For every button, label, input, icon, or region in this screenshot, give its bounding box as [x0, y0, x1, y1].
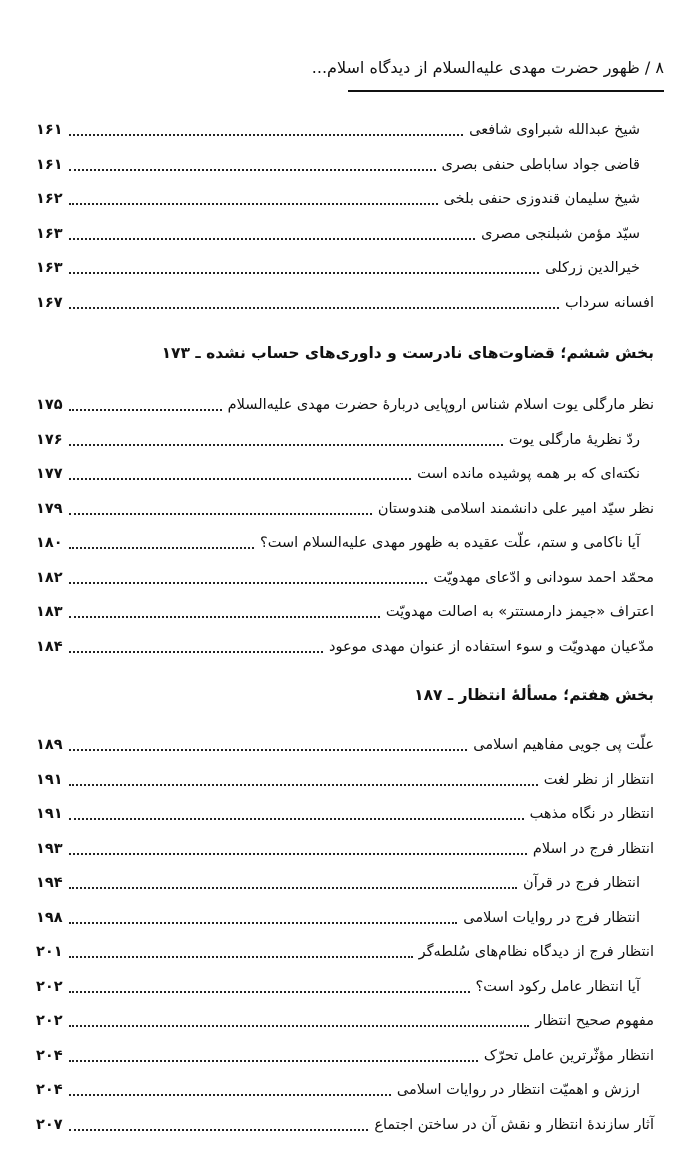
entry-page: ۱۹۴ [36, 875, 63, 891]
entry-title: شیخ سلیمان قندوزی حنفی بلخی [443, 191, 640, 207]
toc-entry[interactable] [36, 630, 654, 665]
leader-dots [69, 409, 222, 411]
entry-title: انتظار از نظر لغت [543, 771, 654, 788]
toc-entry[interactable] [36, 595, 654, 630]
leader-dots [69, 582, 428, 584]
entry-title: انتظار فرج در قرآن [523, 875, 640, 891]
toc-entry[interactable] [36, 423, 654, 458]
entry-title: ارزش و اهمیّت انتظار در روایات اسلامی [396, 1082, 640, 1098]
entry-title: خیرالدین زرکلی [545, 260, 640, 276]
toc-group-1 [36, 388, 654, 664]
leader-dots [69, 784, 538, 786]
toc-entry[interactable] [36, 832, 654, 867]
header-rule [348, 90, 664, 92]
entry-title: اعتراف «جیمز دارمستتر» به اصالت مهدویّت [385, 604, 654, 620]
leader-dots [69, 169, 436, 171]
section-title-6: بخش ششم؛ قضاوت‌های نادرست و داوری‌های حساب نشده ـ ۱۷۳ [161, 344, 654, 362]
entry-page: ۱۹۸ [36, 909, 63, 926]
entry-title: قاضی جواد ساباطی حنفی بصری [441, 156, 640, 173]
entry-page: ۱۷۹ [36, 500, 63, 517]
entry-page: ۱۷۵ [36, 397, 63, 413]
leader-dots [69, 513, 372, 515]
entry-title: انتظار در نگاه مذهب [529, 806, 654, 822]
entry-title: انتظار فرج در روایات اسلامی [463, 909, 640, 926]
leader-dots [69, 818, 524, 820]
entry-page: ۲۰۲ [36, 978, 63, 995]
entry-title: نظر مارگلی یوت اسلام شناس اروپایی دربارهٔ حضرت مهدی علیه‌السلام [227, 397, 654, 413]
entry-page: ۱۶۱ [36, 122, 63, 138]
entry-title: انتظار مؤثّرترین عامل تحرّک [483, 1047, 654, 1064]
leader-dots [69, 749, 468, 751]
leader-dots [69, 991, 470, 993]
entry-page: ۱۸۳ [36, 604, 63, 620]
entry-title: سیّد مؤمن شبلنجی مصری [481, 225, 640, 242]
toc-entry[interactable] [36, 457, 654, 492]
toc-entry[interactable] [36, 970, 654, 1005]
entry-title: مفهوم صحیح انتظار [535, 1013, 654, 1029]
leader-dots [69, 1060, 478, 1062]
section-title-7: بخش هفتم؛ مسألهٔ انتظار ـ ۱۸۷ [414, 686, 654, 704]
toc-entry[interactable] [36, 182, 654, 217]
toc-entry[interactable] [36, 561, 654, 596]
entry-page: ۱۹۳ [36, 840, 63, 857]
toc-entry[interactable] [36, 286, 654, 321]
toc-entry[interactable] [36, 935, 654, 970]
toc-entry[interactable] [36, 901, 654, 936]
entry-page: ۱۶۱ [36, 156, 63, 173]
leader-dots [69, 1025, 530, 1027]
entry-page: ۱۸۹ [36, 737, 63, 753]
entry-title: آثار سازندهٔ انتظار و نقش آن در ساختن اجتماع [374, 1116, 654, 1133]
entry-title: آیا ناکامی و ستم، علّت عقیده به ظهور مهدی علیه‌السلام است؟ [260, 535, 640, 551]
toc-entry[interactable] [36, 866, 654, 901]
entry-page: ۱۸۴ [36, 638, 63, 655]
toc-entry[interactable] [36, 526, 654, 561]
entry-page: ۱۹۱ [36, 806, 63, 822]
entry-page: ۱۶۳ [36, 225, 63, 242]
entry-page: ۲۰۱ [36, 944, 63, 960]
leader-dots [69, 547, 254, 549]
toc-entry[interactable] [36, 492, 654, 527]
leader-dots [69, 1094, 391, 1096]
toc-entry[interactable] [36, 217, 654, 252]
entry-title: نظر سیّد امیر علی دانشمند اسلامی هندوستان [377, 500, 654, 517]
entry-page: ۱۷۷ [36, 466, 63, 482]
leader-dots [69, 307, 559, 309]
entry-page: ۱۹۱ [36, 771, 63, 788]
entry-page: ۱۶۲ [36, 191, 63, 207]
entry-title: مدّعیان مهدویّت و سوء استفاده از عنوان مهدی موعود [329, 638, 654, 655]
toc-group-2 [36, 728, 654, 1142]
leader-dots [69, 478, 412, 480]
toc-entry[interactable] [36, 388, 654, 423]
toc-entry[interactable] [36, 797, 654, 832]
toc-entry[interactable] [36, 1108, 654, 1143]
toc-entry[interactable] [36, 763, 654, 798]
entry-page: ۱۶۳ [36, 260, 63, 276]
entry-title: علّت پی جویی مفاهیم اسلامی [473, 737, 654, 753]
leader-dots [69, 272, 540, 274]
toc-entry[interactable] [36, 1073, 654, 1108]
leader-dots [69, 238, 476, 240]
leader-dots [69, 853, 527, 855]
leader-dots [69, 134, 464, 136]
entry-title: محمّد احمد سودانی و ادّعای مهدویّت [433, 569, 654, 586]
header-page-number: ۸ [655, 58, 664, 77]
entry-title: افسانه سرداب [564, 294, 654, 311]
leader-dots [69, 887, 517, 889]
entry-page: ۱۶۷ [36, 294, 63, 311]
entry-page: ۲۰۴ [36, 1047, 63, 1064]
toc-entry[interactable] [36, 113, 654, 148]
entry-page: ۲۰۷ [36, 1116, 63, 1133]
toc-group-0 [36, 113, 654, 320]
entry-title: شیخ عبدالله شبراوی شافعی [469, 122, 640, 138]
entry-title: ردّ نظریهٔ مارگلی یوت [508, 431, 640, 448]
leader-dots [69, 616, 380, 618]
leader-dots [69, 956, 413, 958]
header-title: ظهور حضرت مهدی علیه‌السلام از دیدگاه اسلام... [311, 58, 640, 77]
entry-page: ۱۸۲ [36, 569, 63, 586]
entry-title: انتظار فرج از دیدگاه نظام‌های سُلطه‌گر [418, 944, 654, 960]
toc-entry[interactable] [36, 728, 654, 763]
toc-entry[interactable] [36, 1004, 654, 1039]
leader-dots [69, 651, 323, 653]
leader-dots [69, 922, 458, 924]
entry-page: ۱۷۶ [36, 431, 63, 448]
toc-entry[interactable] [36, 251, 654, 286]
entry-title: انتظار فرج در اسلام [532, 840, 654, 857]
entry-page: ۲۰۲ [36, 1013, 63, 1029]
entry-title: نکته‌ای که بر همه پوشیده مانده است [417, 466, 640, 482]
entry-title: آیا انتظار عامل رکود است؟ [475, 978, 640, 995]
entry-page: ۱۸۰ [36, 535, 63, 551]
leader-dots [69, 444, 503, 446]
running-header [311, 58, 664, 77]
leader-dots [69, 203, 438, 205]
leader-dots [69, 1129, 369, 1131]
entry-page: ۲۰۴ [36, 1082, 63, 1098]
toc-entry[interactable] [36, 1039, 654, 1074]
toc-entry[interactable] [36, 148, 654, 183]
header-separator: / [644, 58, 651, 77]
